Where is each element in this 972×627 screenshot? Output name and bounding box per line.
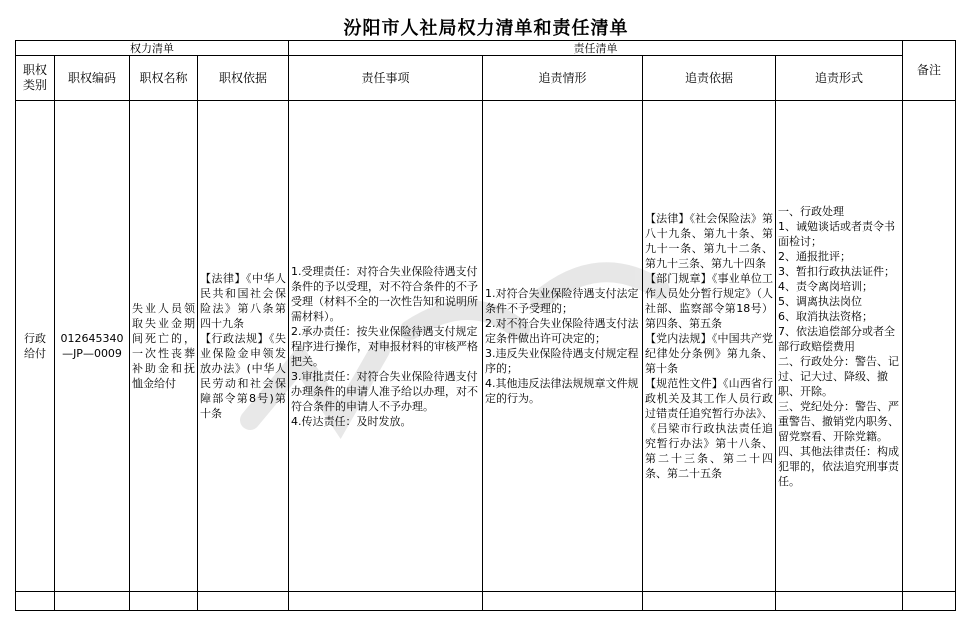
remarks-header: 备注 [903,41,956,101]
code-header: 职权编码 [55,56,130,101]
power-list-group-header: 权力清单 [16,41,289,56]
accountability-forms-header: 追责形式 [776,56,903,101]
accountability-cases-cell: 1.对符合失业保险待遇支付法定条件不予受理的； 2.对不符合失业保险待遇支付法定条件做出许可决定的； 3.违反失业保险待遇支付规定程序的； 4.其他违反法律法规规章文件规定的行为。 [483,101,643,592]
empty-row [16,592,956,611]
accountability-basis-cell: 【法律】《社会保险法》第八十九条、第九十条、第九十一条、第九十二条、第九十三条、第九十四条 【部门规章】《事业单位工作人员处分暂行规定》（人社部、监察部令第18号）第四条、第五条 【党内法规】《中国共产党纪律处分条例》第九条、第十条 【规范性文件】《山西省行政机关及其工作人员行政过错责任追究暂行办法》、《吕梁市行政执法责任追究暂行办法》第十八条、第二十三条、第二十四条、第二十五条 [643,101,776,592]
basis-header: 职权依据 [198,56,289,101]
code-cell: 012645340 —JP—0009 [55,101,130,592]
accountability-forms-cell: 一、行政处理 1、诫勉谈话或者责令书面检讨； 2、通报批评； 3、暂扣行政执法证件； 4、责令离岗培训； 5、调离执法岗位 6、取消执法资格； 7、依法追偿部分或者全部行政赔偿费用 二、行政处分：警告、记过、记大过、降级、撤职、开除。 三、党纪处分：警告、严重警告、撤销党内职务、留党察看、开除党籍。 四、其他法律责任：构成犯罪的，依法追究刑事责任。 [776,101,903,592]
name-cell: 失业人员领取失业金期间死亡的，一次性丧葬补助金和抚恤金给付 [130,101,198,592]
page-title: 汾阳市人社局权力清单和责任清单 [343,18,629,39]
name-header: 职权名称 [130,56,198,101]
accountability-basis-header: 追责依据 [643,56,776,101]
duties-cell: 1.受理责任：对符合失业保险待遇支付条件的予以受理，对不符合条件的不予受理（材料不全的一次性告知和说明所需材料）。 2.承办责任：按失业保险待遇支付规定程序进行操作，对申报材料的审核严格把关。 3.审批责任：对符合失业保险待遇支付办理条件的申请人准予给以办理，对不符合条件的申请人不予办理。 4.传达责任：及时发放。 [289,101,483,592]
duties-header: 责任事项 [289,56,483,101]
accountability-cases-header: 追责情形 [483,56,643,101]
basis-cell: 【法律】《中华人民共和国社会保险法》第八条第四十九条 【行政法规】《失业保险金申领发放办法》(中华人民劳动和社会保障部令第8号)第十条 [198,101,289,592]
power-responsibility-table [15,40,956,611]
responsibility-list-group-header: 责任清单 [289,41,903,56]
category-cell: 行政 给付 [16,101,55,592]
category-header: 职权 类别 [16,56,55,101]
remarks-cell [903,101,956,592]
table-row [16,101,956,592]
